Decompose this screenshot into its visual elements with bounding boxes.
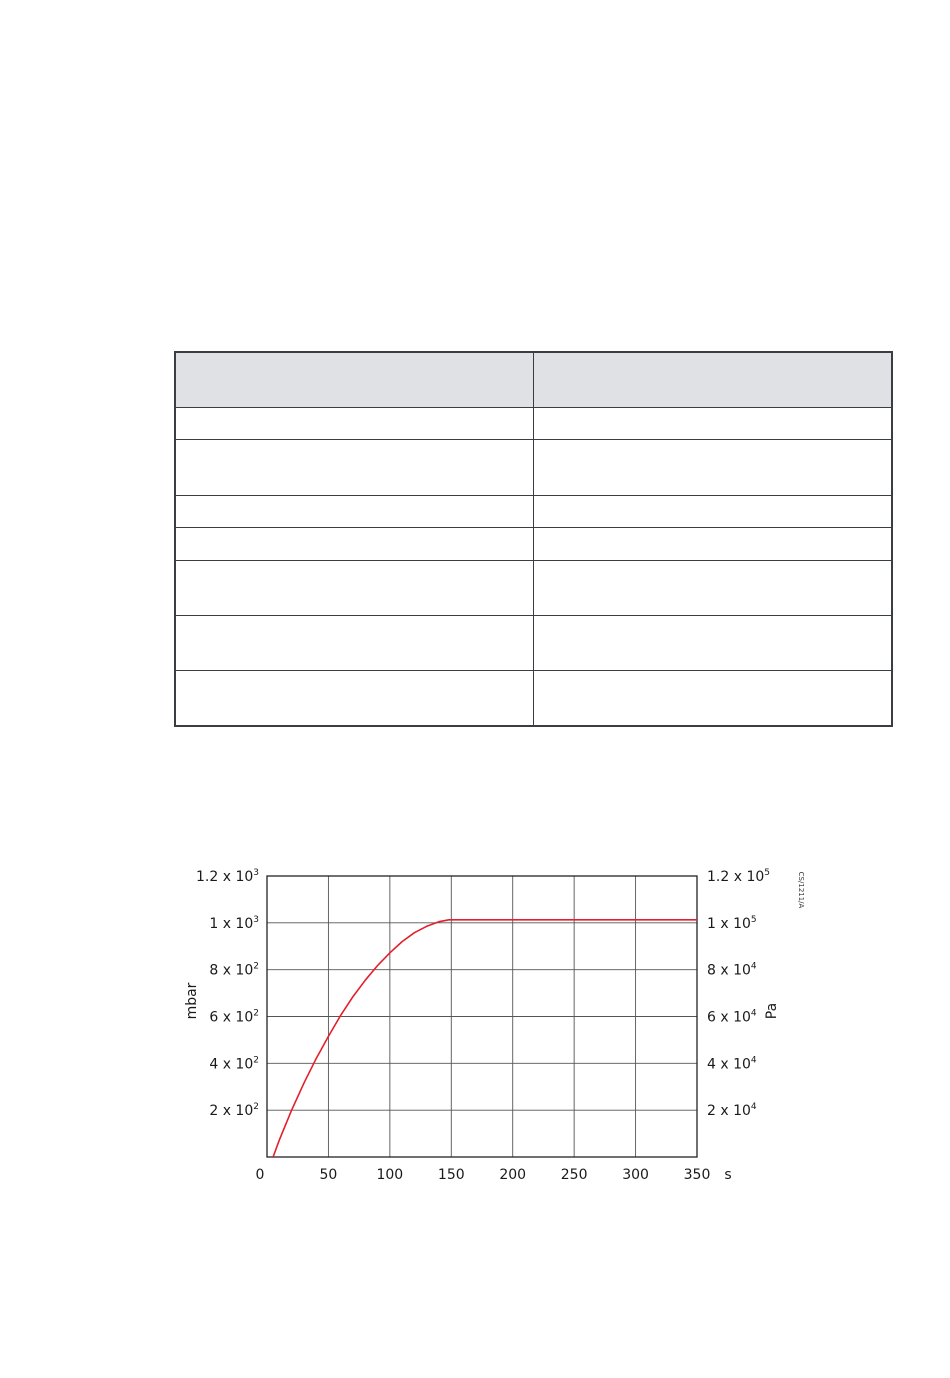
y-tick-exponent: 4: [750, 1008, 757, 1019]
y-tick-label: [196, 868, 259, 885]
table-header-cell: [176, 353, 534, 408]
table-header-cell: [534, 353, 891, 408]
y-tick-exponent: 2: [253, 1008, 259, 1019]
figure-code: CS/1211/A: [797, 871, 805, 909]
y-tick-label: [707, 1055, 757, 1072]
y-tick-exponent: 3: [253, 868, 259, 878]
y-ticks-right: [707, 868, 770, 1119]
table-cell: [534, 561, 891, 616]
table-cell: [534, 616, 891, 671]
series-layer: [273, 920, 697, 1157]
y-tick-label: [209, 1055, 259, 1072]
y-tick-exponent: 2: [253, 1102, 259, 1113]
table-cell: [176, 616, 534, 671]
x-tick-label: 0: [255, 1167, 265, 1183]
series-line: [273, 920, 697, 1157]
y-tick-label: [707, 915, 757, 932]
y-tick-label: [707, 868, 770, 885]
y-tick-exponent: 4: [750, 1055, 757, 1066]
y-tick-label: [209, 1009, 259, 1026]
y-tick-label: [209, 1102, 259, 1119]
y-tick-label: [707, 962, 757, 979]
y-tick-label: [209, 915, 259, 932]
y-tick-exponent: 2: [253, 1055, 259, 1066]
y-tick-label: [707, 1102, 757, 1119]
table-cell: [176, 496, 534, 528]
table-cell: [176, 528, 534, 561]
table-cell: [176, 671, 534, 725]
table-cell: [176, 561, 534, 616]
y-tick-exponent: 5: [764, 868, 770, 878]
y-tick-mantissa: 8 x 10: [209, 962, 254, 979]
x-tick-label: 50: [319, 1167, 338, 1183]
y-ticks-left: [196, 868, 259, 1119]
y-axis-left-label: mbar: [184, 982, 200, 1020]
y-tick-exponent: 5: [750, 914, 757, 925]
x-tick-label: 150: [437, 1167, 465, 1183]
x-ticks: [256, 1167, 711, 1183]
x-tick-label: 200: [499, 1167, 527, 1183]
table-cell: [176, 440, 534, 496]
y-tick-mantissa: 1 x 10: [707, 915, 751, 932]
y-tick-mantissa: 2 x 10: [209, 1103, 254, 1120]
y-tick-exponent: 4: [750, 1102, 757, 1113]
x-tick-label: 300: [622, 1167, 649, 1183]
table-cell: [534, 440, 891, 496]
table-cell: [534, 408, 891, 440]
table-cell: [534, 496, 891, 528]
grid: [267, 876, 697, 1157]
info-table: [174, 351, 893, 727]
y-tick-exponent: 3: [253, 914, 259, 925]
x-unit-label: s: [724, 1167, 732, 1183]
y-tick-mantissa: 4 x 10: [209, 1056, 254, 1073]
y-tick-mantissa: 4 x 10: [707, 1056, 751, 1073]
y-tick-exponent: 2: [253, 961, 259, 972]
y-tick-mantissa: 1.2 x 10: [196, 869, 254, 885]
x-tick-label: 250: [560, 1167, 588, 1183]
y-tick-label: [209, 962, 259, 979]
y-tick-label: [707, 1009, 757, 1026]
y-tick-exponent: 4: [750, 961, 757, 972]
y-tick-mantissa: 6 x 10: [707, 1009, 751, 1026]
table-cell: [534, 671, 891, 725]
y-axis-right-label: Pa: [764, 1002, 780, 1020]
y-tick-mantissa: 1.2 x 10: [707, 869, 765, 885]
table-cell: [534, 528, 891, 561]
x-tick-label: 350: [683, 1167, 711, 1183]
y-tick-mantissa: 1 x 10: [209, 915, 254, 932]
y-tick-mantissa: 2 x 10: [707, 1103, 751, 1120]
y-tick-mantissa: 8 x 10: [707, 962, 751, 979]
x-tick-label: 100: [376, 1167, 404, 1183]
y-tick-mantissa: 6 x 10: [209, 1009, 254, 1026]
table-cell: [176, 408, 534, 440]
pressure-time-chart: [0, 840, 950, 1200]
